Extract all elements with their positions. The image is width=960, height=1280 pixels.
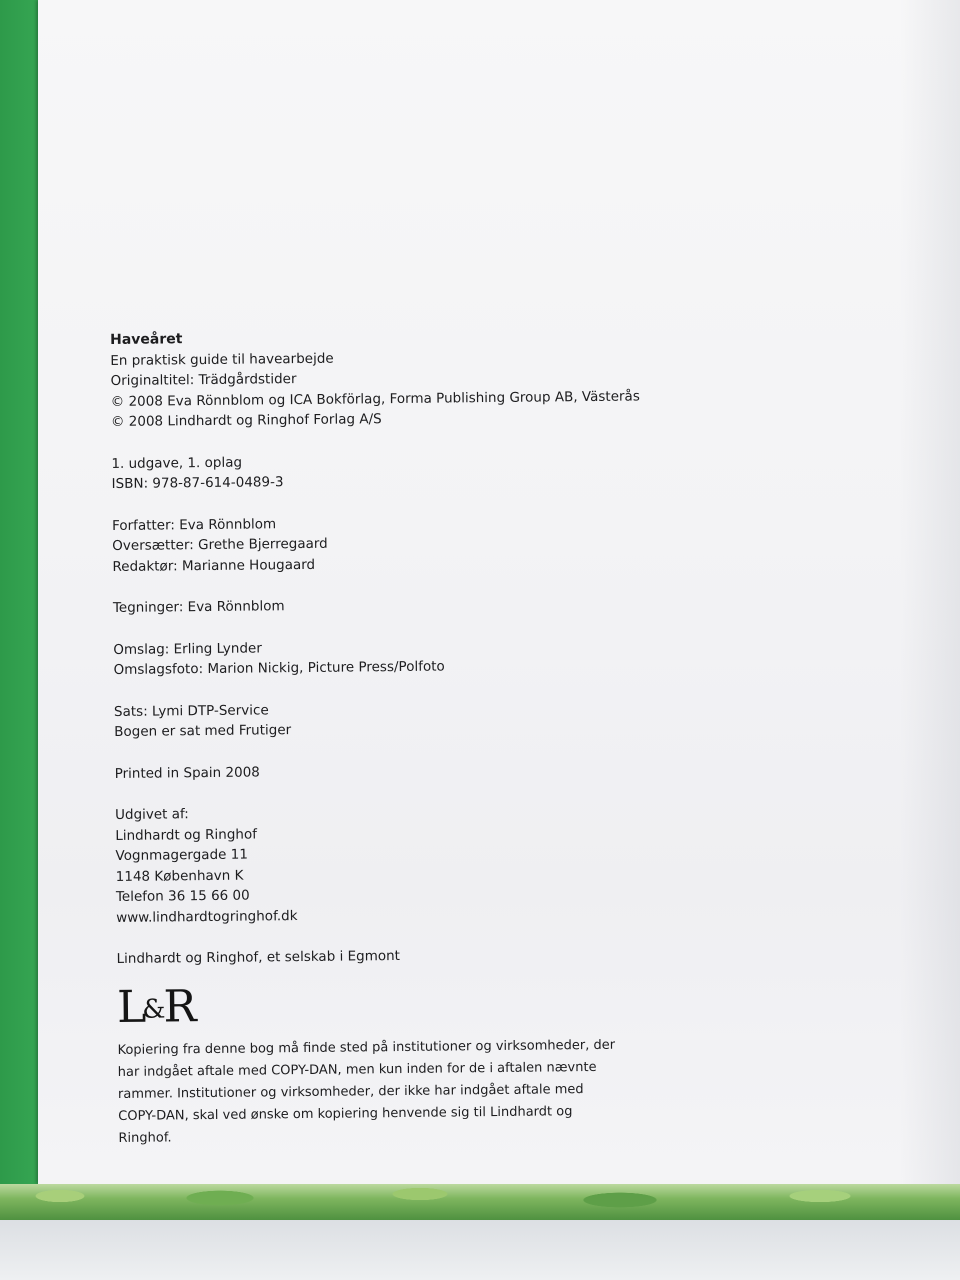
copyright-notice: Kopiering fra denne bog må finde sted på institutioner og virksomheder, der har indgået aftale med COPY-DAN, men kun inden for de i aftalen nævnte rammer. Institutioner og virksomheder, der ikke har indgået aftale med COPY-DAN, skal ved ønske om kopiering henvende sig til Lindhardt og Ringhof. [117, 1037, 616, 1146]
publisher-name: Lindhardt og Ringhof [115, 825, 258, 844]
translator: Oversætter: Grethe Bjerregaard [112, 535, 328, 554]
isbn: ISBN: 978-87-614-0489-3 [111, 474, 284, 492]
book-title: Haveåret [110, 331, 183, 348]
publisher-logo [117, 981, 208, 1034]
logo-ampersand: & [142, 993, 164, 1025]
printed-in: Printed in Spain 2008 [114, 763, 260, 782]
published-by-label: Udgivet af: [114, 806, 189, 823]
typeface: Bogen er sat med Frutiger [114, 722, 292, 740]
cover-illustration-strip [0, 1184, 960, 1220]
author: Forfatter: Eva Rönnblom [111, 515, 277, 534]
cover-design: Omslag: Erling Lynder [113, 639, 262, 658]
publisher-website: www.lindhardtogringhof.dk [116, 907, 298, 926]
cover-photo: Omslagsfoto: Marion Nickig, Picture Press/Polfoto [113, 658, 445, 678]
publisher-city: 1148 København K [115, 867, 244, 885]
colophon [110, 324, 679, 1149]
typesetting: Sats: Lymi DTP-Service [113, 701, 269, 720]
publisher-group: Lindhardt og Ringhof, et selskab i Egmont [116, 947, 401, 967]
book-subtitle: En praktisk guide til havearbejde [110, 350, 334, 369]
publisher-phone: Telefon 36 15 66 00 [115, 887, 250, 905]
logo-letter-l: L [116, 981, 143, 1033]
editor: Redaktør: Marianne Hougaard [112, 556, 316, 575]
copyright-line: © 2008 Lindhardt og Ringhof Forlag A/S [110, 411, 382, 430]
illustrations: Tegninger: Eva Rönnblom [112, 598, 285, 616]
publisher-street: Vognmagergade 11 [115, 846, 248, 864]
edition: 1. udgave, 1. oplag [111, 454, 243, 472]
page-bottom-edge [0, 1220, 960, 1280]
original-title: Originaltitel: Trädgårdstider [110, 371, 297, 389]
copyright-line: © 2008 Eva Rönnblom og ICA Bokförlag, Forma Publishing Group AB, Västerås [110, 387, 640, 410]
logo-letter-r: R [163, 980, 193, 1032]
